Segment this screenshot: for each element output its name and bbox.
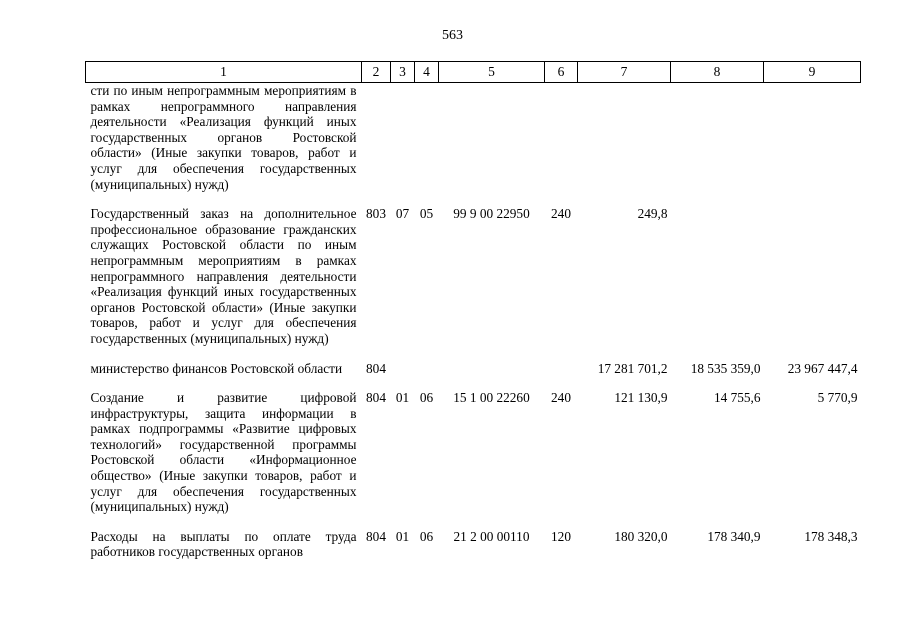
row-name: Создание и развитие цифровой инфраструктуры, защита информации в рамках подпрограммы «Развитие цифровых технологий» государственной программы Ростовской области «Информационное общество» (Иные закупки товаров, работ и услуг для обеспечения государственных (муниципальных) нужд): [90, 390, 357, 515]
row-amount-col9: [764, 83, 861, 207]
table-row: [86, 206, 861, 360]
row-target-article: 21 2 00 00110: [453, 528, 530, 544]
header-col-7: 7: [578, 62, 671, 83]
row-expense-type: 240: [551, 390, 571, 406]
row-target-article: 15 1 00 22260: [453, 390, 530, 406]
row-amount-col9: [764, 206, 861, 360]
row-amount-col9: 178 348,3: [804, 528, 858, 544]
row-amount-col7: [578, 83, 671, 207]
table-row: [86, 83, 861, 207]
header-col-1: 1: [86, 62, 362, 83]
table-header: [86, 62, 861, 83]
row-ministry-code: 804: [366, 360, 386, 376]
row-expense-type: 120: [551, 528, 571, 544]
row-name: Расходы на выплаты по оплате труда работников государственных органов: [90, 528, 357, 560]
row-section: [391, 83, 415, 207]
header-col-8: 8: [671, 62, 764, 83]
header-col-2: 2: [362, 62, 391, 83]
row-ministry-code: 803: [366, 206, 386, 222]
row-amount-col7: 249,8: [637, 206, 668, 222]
page-number: 563: [442, 28, 463, 43]
header-col-4: 4: [415, 62, 439, 83]
row-subsection: 06: [419, 390, 434, 406]
row-amount-col8: 178 340,9: [707, 528, 761, 544]
budget-table: [85, 61, 861, 560]
header-col-6: 6: [545, 62, 578, 83]
table-row: [86, 529, 861, 560]
row-section: 07: [395, 206, 410, 222]
row-subsection: [415, 83, 439, 207]
header-row: [86, 62, 861, 83]
table-body: [86, 83, 861, 561]
row-amount-col8: 14 755,6: [713, 390, 761, 406]
row-name: сти по иным непрограммным мероприятиям в рамках непрограммного направления деятельности «Реализация функций иных государственных органов Ростовской области» (Иные закупки товаров, работ и услуг для обеспечения государственных (муниципальных) нужд): [90, 83, 357, 192]
row-name: Государственный заказ на дополнительное профессиональное образование гражданских служащих Ростовской области по иным непрограммным мероприятиям в рамках непрограммного направления деятельности «Реализация функций иных государственных органов Ростовской области» (Иные закупки товаров, работ и услуг для обеспечения государственных (муниципальных) нужд): [90, 206, 357, 346]
row-target-article: 99 9 00 22950: [453, 206, 530, 222]
row-subsection: 05: [419, 206, 434, 222]
header-col-9: 9: [764, 62, 861, 83]
row-expense-type: 240: [551, 206, 571, 222]
row-amount-col8: [671, 206, 764, 360]
row-amount-col8: [671, 83, 764, 207]
row-amount-col9: 23 967 447,4: [787, 360, 858, 376]
header-col-3: 3: [391, 62, 415, 83]
table-row: [86, 361, 861, 391]
row-ministry-code: 804: [366, 390, 386, 406]
row-expense-type: [545, 361, 578, 391]
row-amount-col7: 17 281 701,2: [597, 360, 668, 376]
row-target-article: [439, 83, 545, 207]
header-col-5: 5: [439, 62, 545, 83]
table-row: [86, 390, 861, 529]
row-amount-col7: 180 320,0: [614, 528, 668, 544]
row-ministry-code: [362, 83, 391, 207]
row-target-article: [439, 361, 545, 391]
row-amount-col8: 18 535 359,0: [690, 360, 761, 376]
row-section: 01: [395, 528, 410, 544]
row-expense-type: [545, 83, 578, 207]
row-subsection: [415, 361, 439, 391]
row-ministry-code: 804: [366, 528, 386, 544]
row-amount-col9: 5 770,9: [817, 390, 858, 406]
row-section: [391, 361, 415, 391]
row-amount-col7: 121 130,9: [614, 390, 668, 406]
row-name: министерство финансов Ростовской области: [90, 360, 343, 376]
row-section: 01: [395, 390, 410, 406]
row-subsection: 06: [419, 528, 434, 544]
